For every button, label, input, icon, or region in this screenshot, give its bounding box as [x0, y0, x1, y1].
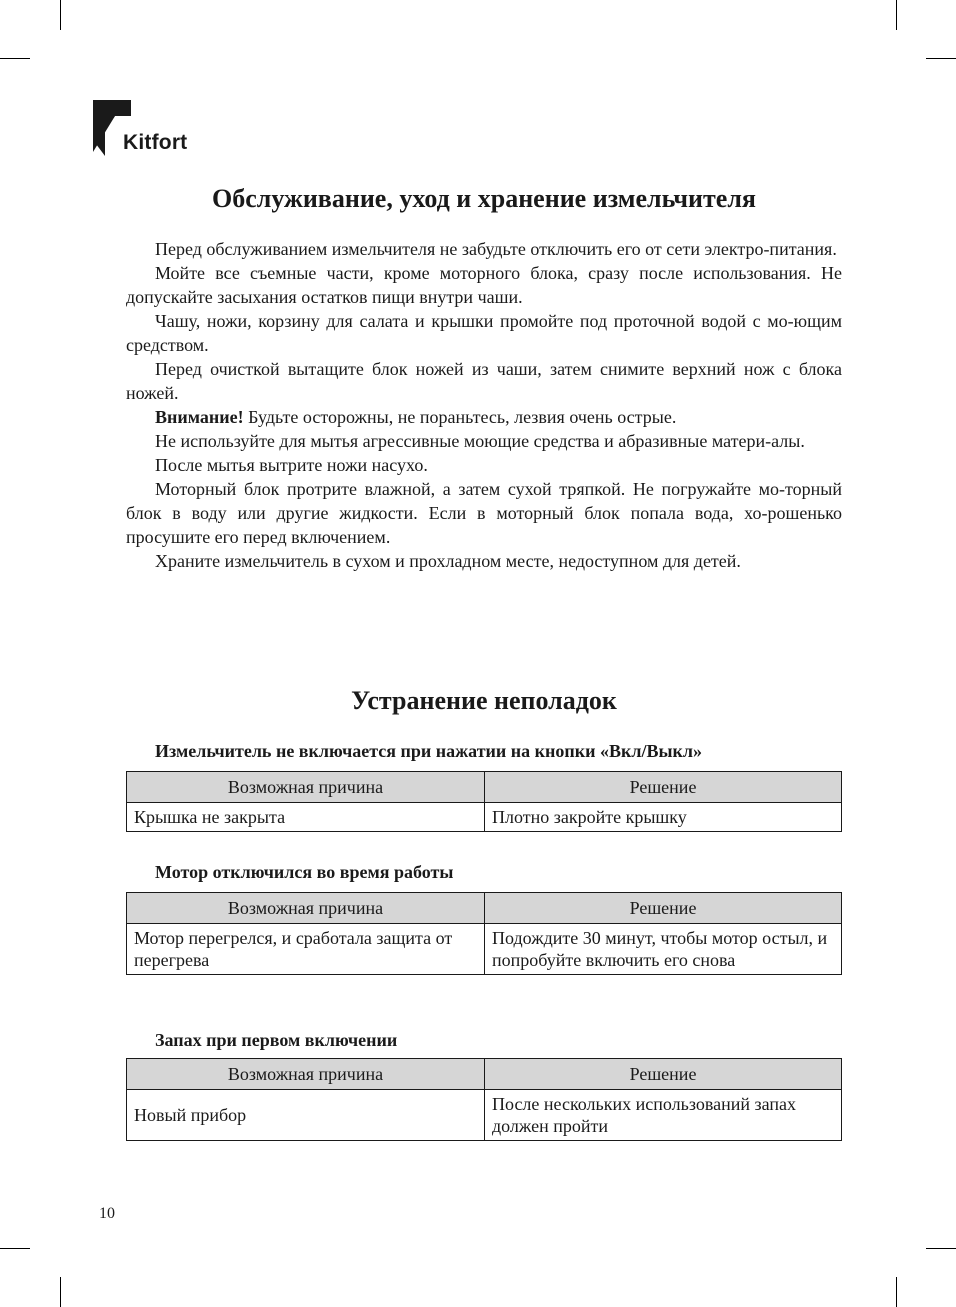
cause-cell: Новый прибор	[127, 1090, 485, 1141]
table-header-row	[127, 893, 842, 924]
column-header-cause: Возможная причина	[127, 772, 485, 803]
paragraph: После мытья вытрите ножи насухо.	[155, 455, 428, 475]
solution-cell: Подождите 30 минут, чтобы мотор остыл, и попробуйте включить его снова	[485, 924, 842, 975]
cause-cell: Крышка не закрыта	[127, 803, 485, 832]
warning-paragraph	[126, 405, 842, 429]
kitfort-logo	[93, 100, 203, 160]
maintenance-body	[126, 237, 842, 573]
warning-label: Внимание!	[155, 407, 244, 427]
page-number: 10	[99, 1205, 115, 1222]
crop-mark-bottom-left-horizontal	[0, 1248, 30, 1249]
column-header-solution: Решение	[485, 893, 842, 924]
column-header-solution: Решение	[485, 1059, 842, 1090]
column-header-solution: Решение	[485, 772, 842, 803]
warning-text: Будьте осторожны, не пораньтесь, лезвия очень острые.	[243, 407, 677, 427]
solution-cell: Плотно закройте крышку	[485, 803, 842, 832]
paragraph: Мойте все съемные части, кроме моторного блока, сразу после использования. Не допускайте засыхания остатков пищи внутри чаши.	[126, 263, 842, 307]
table-header-row	[127, 1059, 842, 1090]
troubleshooting-table	[126, 771, 842, 832]
crop-mark-top-right-horizontal	[926, 58, 956, 59]
issue-heading: Мотор отключился во время работы	[155, 862, 454, 882]
troubleshooting-table	[126, 1058, 842, 1141]
cause-cell: Мотор перегрелся, и сработала защита от перегрева	[127, 924, 485, 975]
paragraph: Храните измельчитель в сухом и прохладном месте, недоступном для детей.	[155, 551, 741, 571]
issue-heading: Измельчитель не включается при нажатии на кнопки «Вкл/Выкл»	[155, 741, 703, 761]
crop-mark-top-right-vertical	[896, 0, 897, 30]
crop-mark-top-left-vertical	[60, 0, 61, 30]
troubleshooting-table	[126, 892, 842, 975]
table-header-row	[127, 772, 842, 803]
paragraph: Перед обслуживанием измельчителя не забудьте отключить его от сети электро-питания.	[155, 239, 837, 259]
troubleshooting-title: Устранение неполадок	[351, 686, 617, 715]
paragraph: Моторный блок протрите влажной, а затем сухой тряпкой. Не погружайте мо-торный блок в воду или другие жидкости. Если в моторный блок попала вода, хо-рошенько просушите его перед включением.	[126, 479, 842, 547]
table-row	[127, 803, 842, 832]
paragraph: Не используйте для мытья агрессивные моющие средства и абразивные матери-алы.	[155, 431, 805, 451]
paragraph: Перед очисткой вытащите блок ножей из чаши, затем снимите верхний нож с блока ножей.	[126, 359, 842, 403]
issue-heading: Запах при первом включении	[155, 1030, 398, 1050]
table-row	[127, 1090, 842, 1141]
crop-mark-bottom-right-horizontal	[926, 1248, 956, 1249]
table-row	[127, 924, 842, 975]
crop-mark-bottom-left-vertical	[60, 1277, 61, 1307]
crop-mark-bottom-right-vertical	[896, 1277, 897, 1307]
column-header-cause: Возможная причина	[127, 893, 485, 924]
paragraph: Чашу, ножи, корзину для салата и крышки промойте под проточной водой с мо-ющим средством.	[126, 311, 842, 355]
solution-cell: После нескольких использований запах должен пройти	[485, 1090, 842, 1141]
column-header-cause: Возможная причина	[127, 1059, 485, 1090]
maintenance-title: Обслуживание, уход и хранение измельчителя	[211, 184, 757, 213]
crop-mark-top-left-horizontal	[0, 58, 30, 59]
logo-wordmark: Kitfort	[123, 131, 188, 154]
